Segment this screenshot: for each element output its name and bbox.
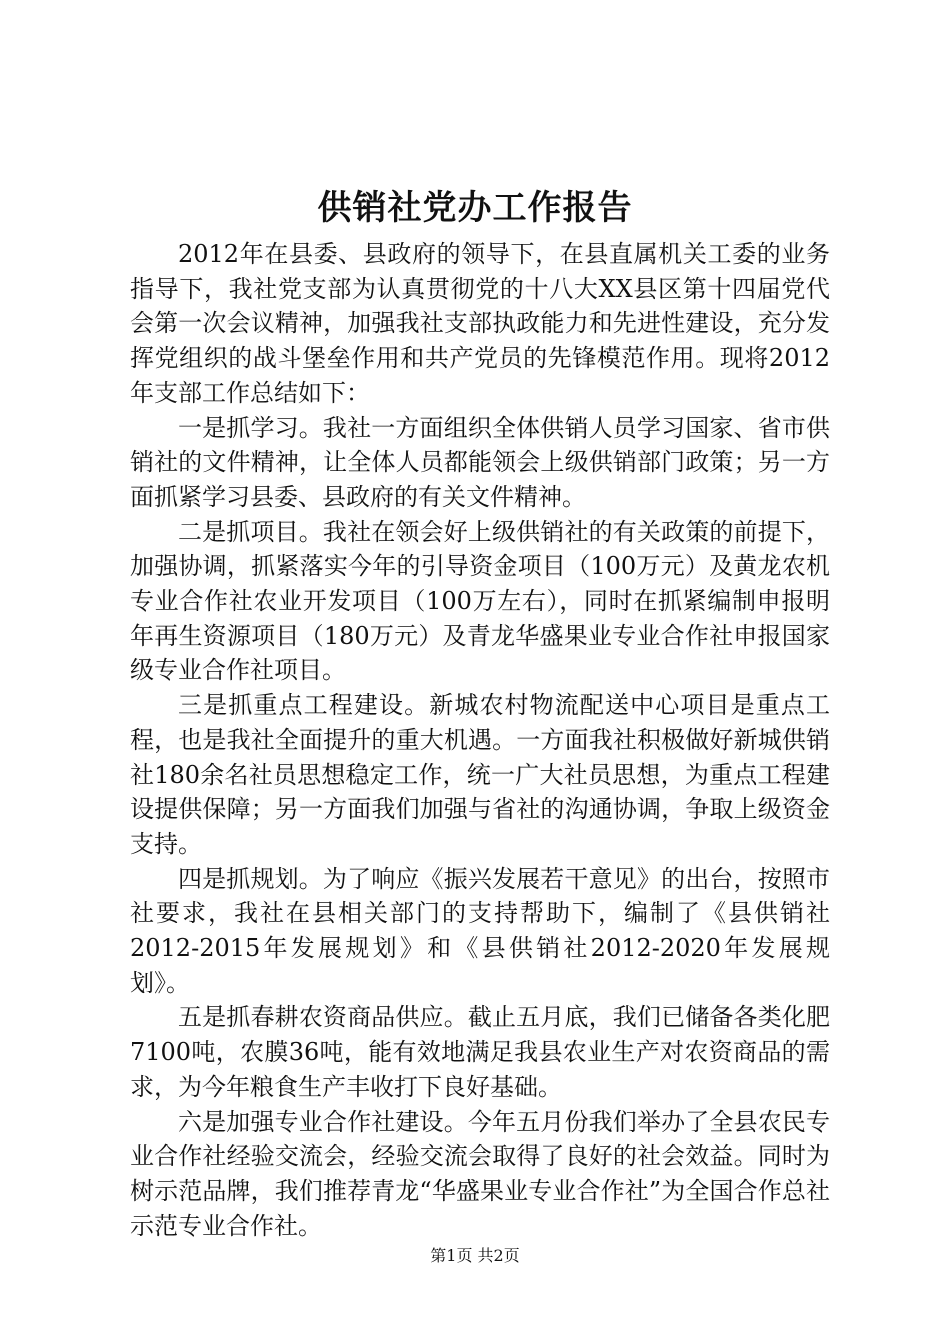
document-title: 供销社党办工作报告 <box>317 188 633 228</box>
paragraph-spring-supply: 五是抓春耕农资商品供应。截止五月底，我们已储备各类化肥7100吨，农膜36吨，能有效地满足我县农业生产对农资商品的需求，为今年粮食生产丰收打下良好基础。 <box>130 1003 830 1101</box>
document-body <box>130 237 830 1243</box>
paragraph-projects: 二是抓项目。我社在领会好上级供销社的有关政策的前提下，加强协调，抓紧落实今年的引导资金项目（100万元）及黄龙农机专业合作社农业开发项目（100万左右），同时在抓紧编制申报明年再生资源项目（180万元）及青龙华盛果业专业合作社申报国家级专业合作社项目。 <box>130 517 830 685</box>
paragraph-intro: 2012年在县委、县政府的领导下，在县直属机关工委的业务指导下，我社党支部为认真贯彻党的十八大XX县区第十四届党代会第一次会议精神，加强我社支部执政能力和先进性建设，充分发挥党组织的战斗堡垒作用和共产党员的先锋模范作用。现将2012年支部工作总结如下： <box>130 240 830 407</box>
paragraph-key-construction: 三是抓重点工程建设。新城农村物流配送中心项目是重点工程，也是我社全面提升的重大机遇。一方面我社积极做好新城供销社180余名社员思想稳定工作，统一广大社员思想，为重点工程建设提供保障；另一方面我们加强与省社的沟通协调，争取上级资金支持。 <box>130 691 830 858</box>
paragraph-planning: 四是抓规划。为了响应《振兴发展若干意见》的出台，按照市社要求，我社在县相关部门的支持帮助下，编制了《县供销社2012-2015年发展规划》和《县供销社2012-2020年发展规划》。 <box>130 864 830 997</box>
paragraph-study: 一是抓学习。我社一方面组织全体供销人员学习国家、省市供销社的文件精神，让全体人员都能领会上级供销部门政策；另一方面抓紧学习县委、县政府的有关文件精神。 <box>130 413 830 511</box>
paragraph-cooperatives: 六是加强专业合作社建设。今年五月份我们举办了全县农民专业合作社经验交流会，经验交流会取得了良好的社会效益。同时为树示范品牌，我们推荐青龙“华盛果业专业合作社”为全国合作总社示范专业合作社。 <box>130 1107 830 1240</box>
page-number-footer: 第1页 共2页 <box>430 1246 520 1265</box>
